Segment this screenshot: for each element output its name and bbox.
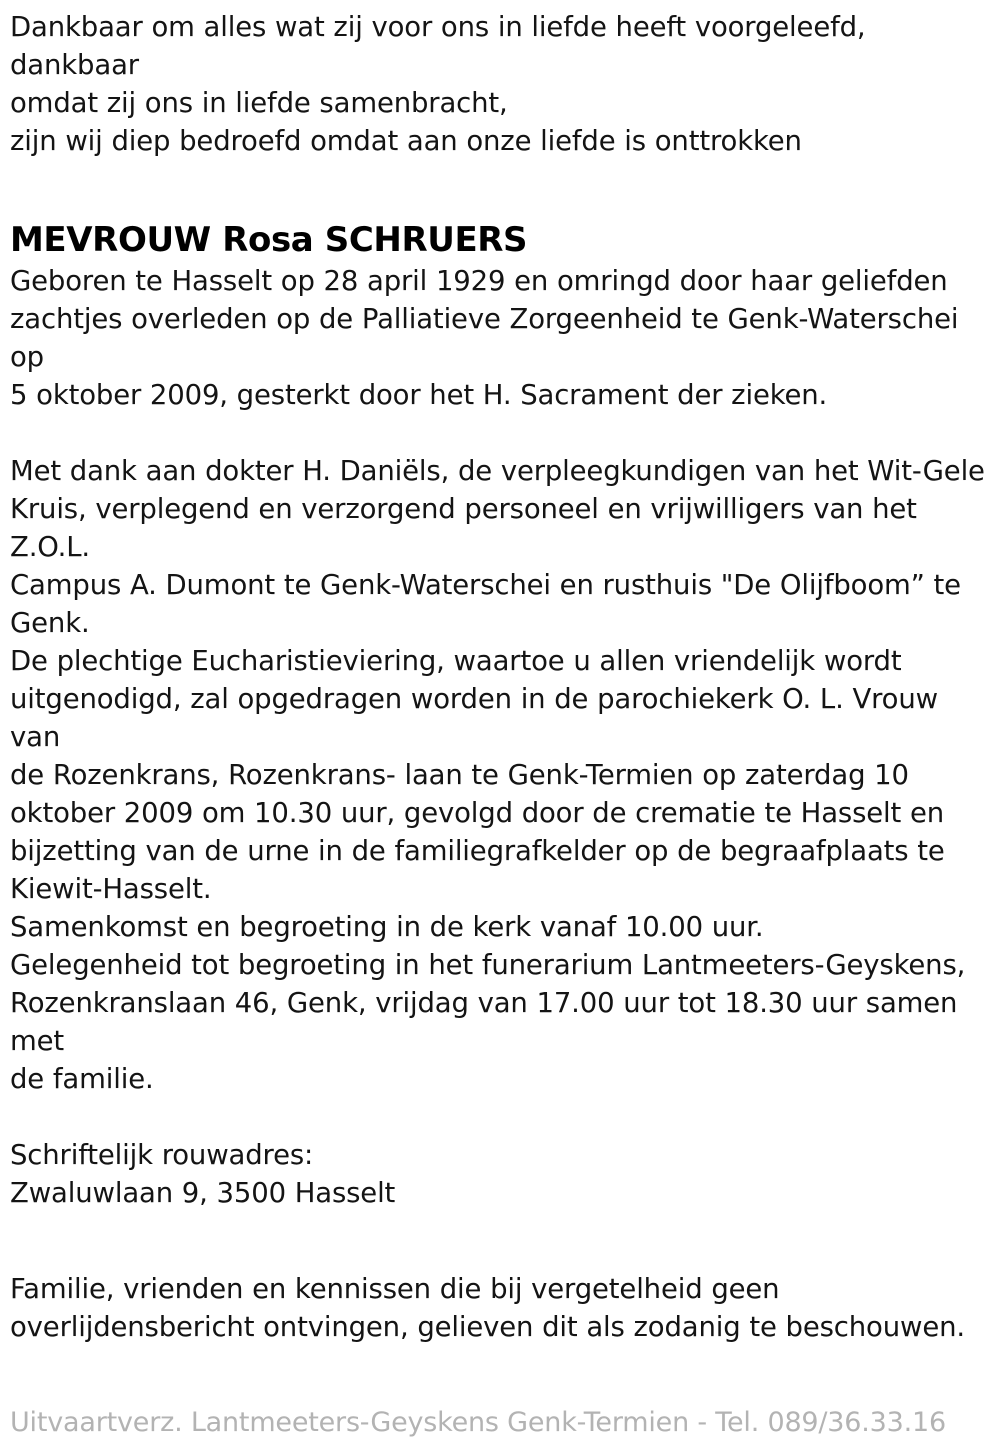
notice-paragraph xyxy=(10,1270,986,1346)
intro-line-2: omdat zij ons in liefde samenbracht, xyxy=(10,87,508,119)
notice-line-2: overlijdensbericht ontvingen, gelieven dit als zodanig te beschouwen. xyxy=(10,1311,965,1343)
thanks-line-4: Genk. xyxy=(10,607,90,639)
spacer-before-footer-2 xyxy=(10,1384,986,1404)
thanks-line-3: Campus A. Dumont te Genk-Waterschei en rusthuis "De Olijfboom” te xyxy=(10,569,961,601)
service-line-4: oktober 2009 om 10.30 uur, gevolgd door de crematie te Hasselt en xyxy=(10,797,944,829)
spacer-before-name xyxy=(10,198,986,218)
service-line-6: Kiewit-Hasselt. xyxy=(10,873,212,905)
spacer-before-correspondence xyxy=(10,1098,986,1136)
birth-death-line-1: Geboren te Hasselt op 28 april 1929 en omringd door haar geliefden xyxy=(10,265,948,297)
spacer-before-footer xyxy=(10,1346,986,1384)
correspondence-address: Zwaluwlaan 9, 3500 Hasselt xyxy=(10,1177,396,1209)
correspondence-label: Schriftelijk rouwadres: xyxy=(10,1139,314,1171)
spacer-after-intro xyxy=(10,160,986,198)
thanks-line-2: Kruis, verplegend en verzorgend personeel en vrijwilligers van het Z.O.L. xyxy=(10,493,926,563)
funeral-home-footer: Uitvaartverz. Lantmeeters-Geyskens Genk-Termien - Tel. 089/36.33.16 xyxy=(10,1407,946,1438)
correspondence-paragraph xyxy=(10,1136,986,1212)
service-line-2: uitgenodigd, zal opgedragen worden in de parochiekerk O. L. Vrouw van xyxy=(10,683,947,753)
thanks-line-1: Met dank aan dokter H. Daniëls, de verpleegkundigen van het Wit-Gele xyxy=(10,455,985,487)
intro-line-3: zijn wij diep bedroefd omdat aan onze liefde is onttrokken xyxy=(10,125,802,157)
service-line-3: de Rozenkrans, Rozenkrans- laan te Genk-Termien op zaterdag 10 xyxy=(10,759,909,791)
intro-line-1: Dankbaar om alles wat zij voor ons in liefde heeft voorgeleefd, dankbaar xyxy=(10,11,875,81)
birth-death-paragraph xyxy=(10,262,986,414)
service-paragraph xyxy=(10,642,986,1098)
service-line-1: De plechtige Eucharistieviering, waartoe u allen vriendelijk wordt xyxy=(10,645,902,677)
intro-paragraph xyxy=(10,8,986,160)
spacer-before-notice xyxy=(10,1212,986,1250)
spacer-after-birth-death xyxy=(10,414,986,452)
birth-death-line-2: zachtjes overleden op de Palliatieve Zorgeenheid te Genk-Waterschei op xyxy=(10,303,968,373)
spacer-before-notice-2 xyxy=(10,1250,986,1270)
service-line-10: de familie. xyxy=(10,1063,154,1095)
deceased-name: MEVROUW Rosa SCHRUERS xyxy=(10,220,528,260)
service-line-7: Samenkomst en begroeting in de kerk vanaf 10.00 uur. xyxy=(10,911,764,943)
service-line-9: Rozenkranslaan 46, Genk, vrijdag van 17.00 uur tot 18.30 uur samen met xyxy=(10,987,967,1057)
service-line-8: Gelegenheid tot begroeting in het funerarium Lantmeeters-Geyskens, xyxy=(10,949,966,981)
birth-death-line-3: 5 oktober 2009, gesterkt door het H. Sacrament der zieken. xyxy=(10,379,828,411)
thanks-paragraph xyxy=(10,452,986,642)
notice-line-1: Familie, vrienden en kennissen die bij vergetelheid geen xyxy=(10,1273,780,1305)
service-line-5: bijzetting van de urne in de familiegrafkelder op de begraafplaats te xyxy=(10,835,945,867)
